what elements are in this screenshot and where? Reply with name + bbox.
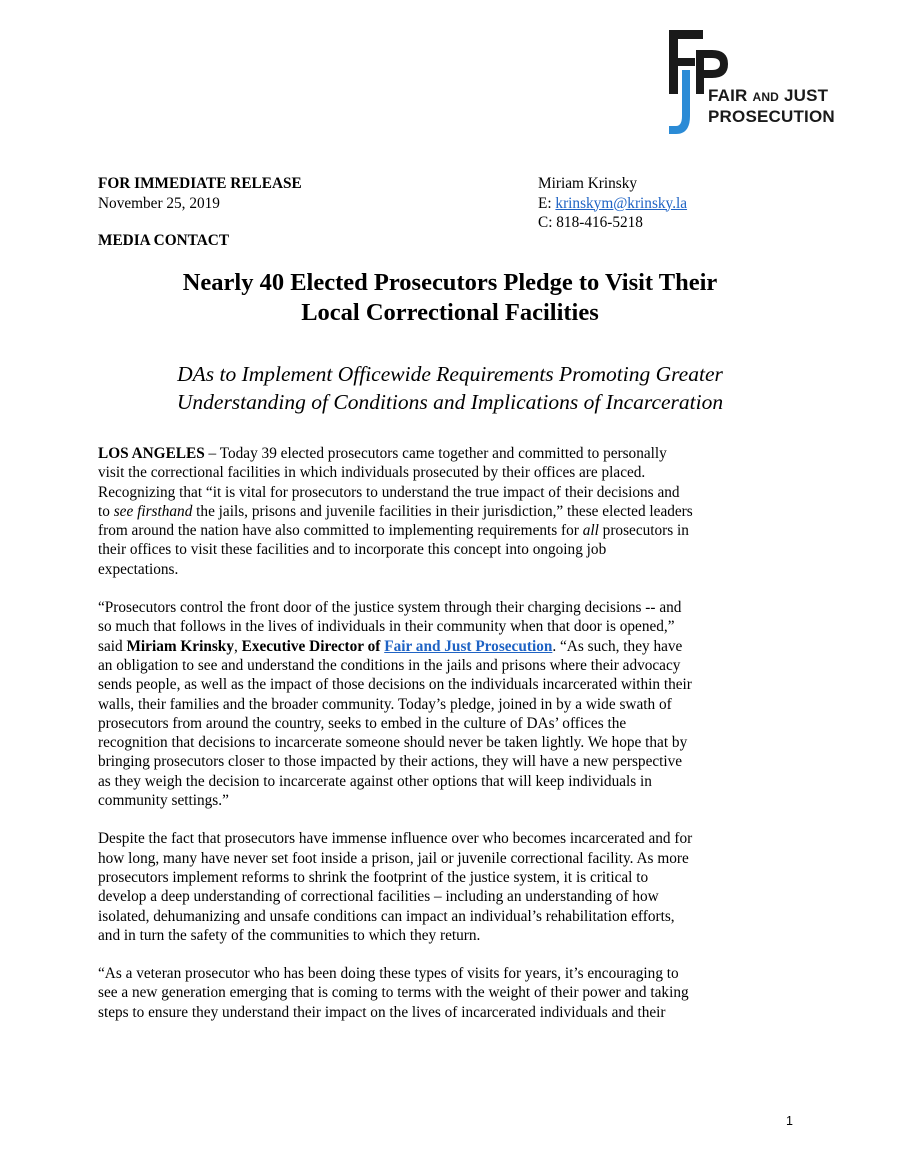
contact-phone: C: 818-416-5218 [538, 214, 643, 231]
media-contact-label: MEDIA CONTACT [98, 232, 230, 249]
press-release-body [98, 444, 808, 1041]
release-label: FOR IMMEDIATE RELEASE [98, 175, 302, 192]
headline: Nearly 40 Elected Prosecutors Pledge to Visit Their Local Correctional Facilities [182, 269, 718, 326]
subheadline: DAs to Implement Officewide Requirements Promoting Greater Understanding of Conditions and Implications of Incarceration [176, 362, 724, 414]
contact-name: Miriam Krinsky [538, 175, 637, 192]
contact-info [538, 174, 687, 233]
fjp-link[interactable]: Fair and Just Prosecution [384, 637, 553, 655]
release-date: November 25, 2019 [98, 194, 220, 212]
fjp-logo-wordmark: FAIR AND JUST PROSECUTION [708, 86, 835, 126]
paragraph-4: “As a veteran prosecutor who has been doing these types of visits for years, it’s encouraging to see a new generation emerging that is coming to terms with the weight of their power and taking steps to ensure they understand their impact on the lives of incarcerated individuals and their [98, 965, 689, 1021]
page-number: 1 [786, 1114, 793, 1128]
paragraph-2: “Prosecutors control the front door of the justice system through their charging decisions -- and so much that follows in the lives of individuals in their community when that door is opened,” said Miriam Krinsky, Executive Director of Fair and Just Prosecution. “As such, they have an obligation to see and understand the conditions in the jails and prisons where their advocacy sends people, as well as the impact of those decisions on the individuals incarcerated within their walls, their families and the broader community. Today’s pledge, joined in by a wide swath of prosecutors from around the country, seeks to embed in the culture of DAs’ offices the recognition that decisions to incarcerate someone should never be taken lightly. We hope that by bringing prosecutors closer to those impacted by their actions, they will have a new perspective as they weigh the decision to incarcerate against other options that will keep individuals in community settings.” [98, 599, 692, 810]
email-link[interactable]: krinskym@krinsky.la [555, 194, 688, 212]
paragraph-3: Despite the fact that prosecutors have immense influence over who becomes incarcerated and for how long, many have never set foot inside a prison, jail or juvenile correctional facility. As more prosecutors implement reforms to shrink the footprint of the justice system, it is critical to develop a deep understanding of correctional facilities – including an understanding of how isolated, dehumanizing and unsafe conditions can impact an individual’s rehabilitation efforts, and in turn the safety of the communities to which they return. [98, 830, 693, 944]
paragraph-1: LOS ANGELES – Today 39 elected prosecutors came together and committed to personally visit the correctional facilities in which individuals prosecuted by their offices are placed. Recognizing that “it is vital for prosecutors to understand the true impact of their decisions and to see firsthand the jails, prisons and juvenile facilities in their jurisdiction,” these elected leaders from around the nation have also committed to implementing requirements for all prosecutors in their offices to visit these facilities and to incorporate this concept into ongoing job expectations. [98, 445, 693, 578]
release-info [98, 174, 302, 251]
contact-email: E: krinskym@krinsky.la [538, 194, 688, 212]
